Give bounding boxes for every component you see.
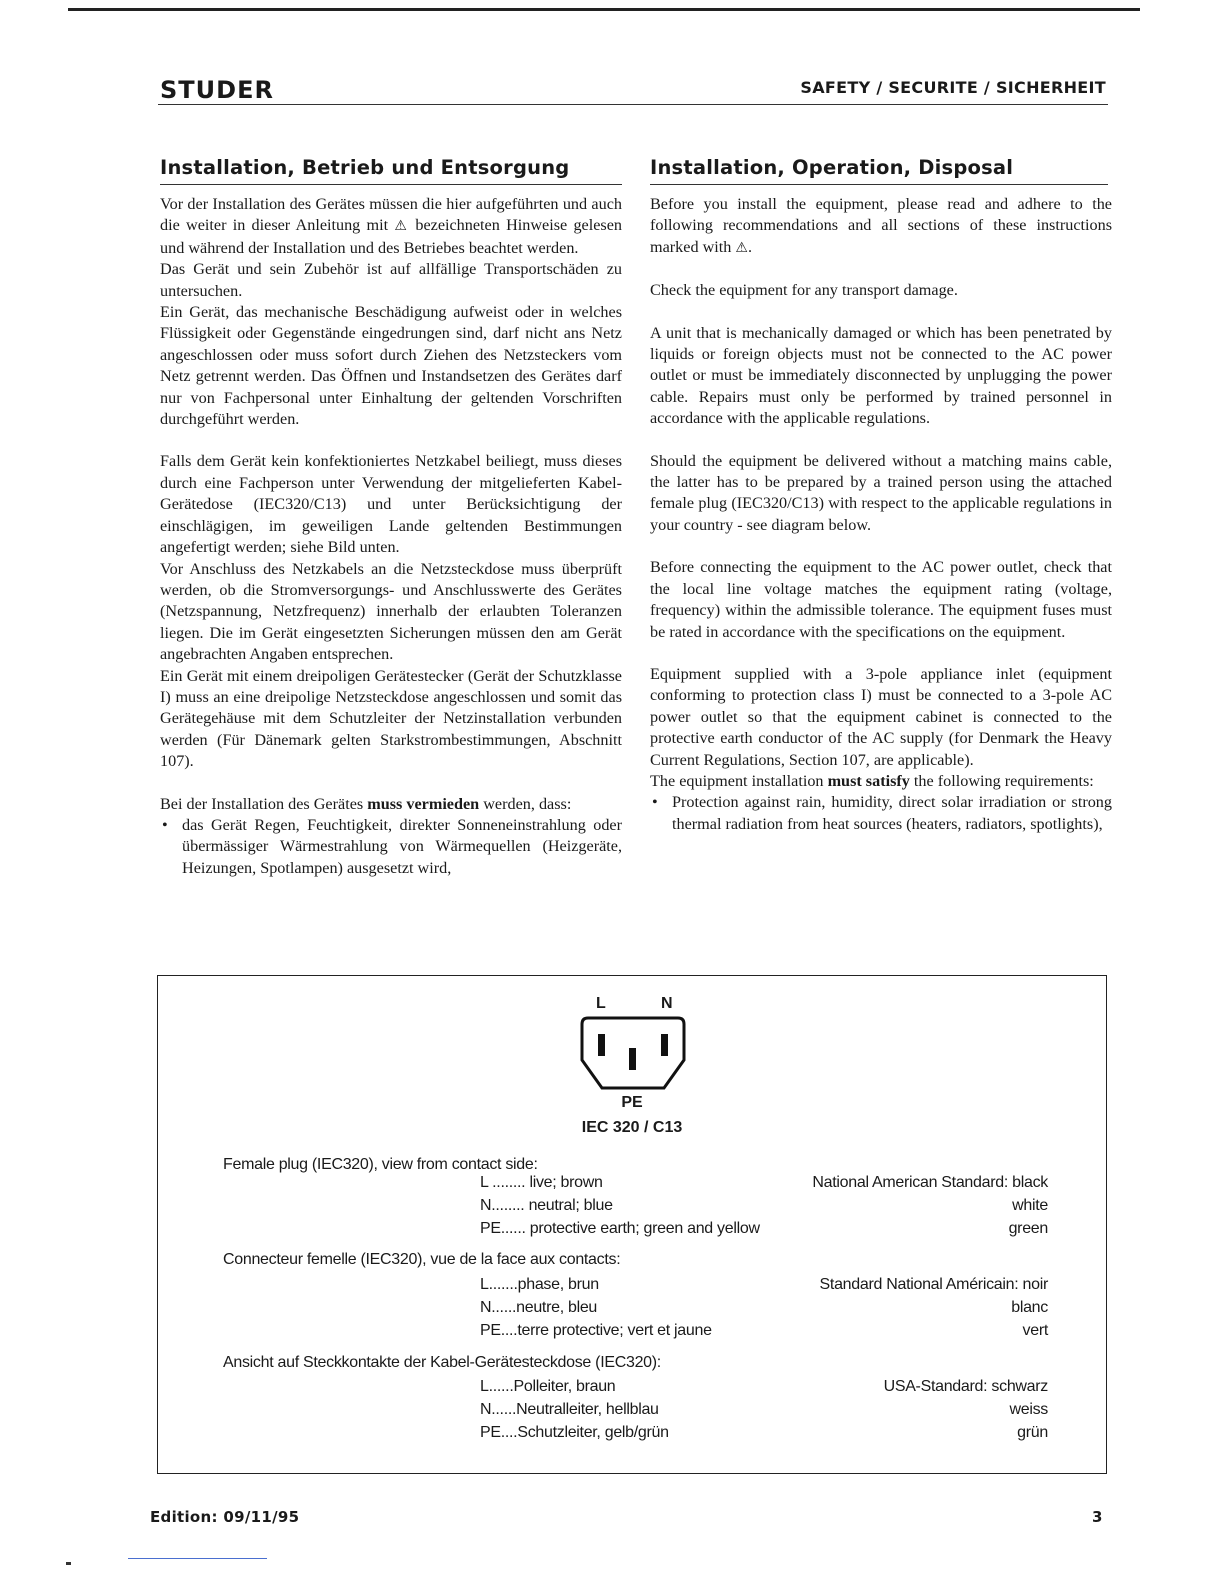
wire-l-fr: L.......phase, brun: [480, 1276, 599, 1293]
brand-logo: STUDER: [160, 76, 274, 104]
std-n-en: white: [1012, 1197, 1048, 1214]
wire-pe-fr: PE....terre protective; vert et jaune: [480, 1322, 712, 1339]
std-l-de: USA-Standard: schwarz: [883, 1378, 1048, 1395]
warning-icon: ⚠: [394, 219, 410, 235]
std-pe-en: green: [1008, 1220, 1048, 1237]
std-n-fr: blanc: [1011, 1299, 1048, 1316]
english-p4: Should the equipment be delivered without a matching mains cable, the latter has to be prepared by a trained person using the attached female plug (IEC320/C13) with respect to the applicable regulations in your country - see diagram below.: [650, 451, 1112, 534]
wire-l-en: L ........ live; brown: [480, 1174, 603, 1191]
wire-l-de: L......Polleiter, braun: [480, 1378, 616, 1395]
warning-icon: ⚠: [735, 240, 748, 256]
english-p3: A unit that is mechanically damaged or which has been penetrated by liquids or foreign objects must not be connected to the AC power outlet or must be immediately disconnected by unplugging the power cable. Repairs must only be performed by trained personnel in accordance with the applicable regulations.: [650, 323, 1112, 428]
group-title-en: Female plug (IEC320), view from contact side:: [223, 1156, 538, 1173]
german-p4: Falls dem Gerät kein konfektioniertes Netzkabel beiliegt, muss dieses durch eine Fachperson unter Verwendung der mitgelieferten Kabel-Gerätedose (IEC320/C13) und unter Berücksichtigung der einschlägigen, im geweiligen Lande geltenden Bestimmungen angefertigt werden; siehe Bild unten.: [160, 452, 622, 557]
pin-n-label: N: [661, 995, 673, 1012]
german-p2: Das Gerät und sein Zubehör ist auf allfällige Transportschäden zu untersuchen.: [160, 260, 622, 300]
std-pe-de: grün: [1017, 1424, 1048, 1441]
std-l-fr: Standard National Américain: noir: [819, 1276, 1048, 1293]
english-p5: Before connecting the equipment to the AC power outlet, check that the local line voltage matches the equipment rating (voltage, frequency) within the admissible tolerance. The equipment fuses must be rated in accordance with the specifications on the equipment.: [650, 558, 1112, 641]
german-p6: Ein Gerät mit einem dreipoligen Gerätestecker (Gerät der Schutzklasse I) muss an eine dreipolige Netzsteckdose angeschlossen und somit das Gerätegehäuse mit dem Schutzleiter der Netzinstallation verbunden werden (Für Dänemark gelten Starkstrombestimmungen, Abschnitt 107).: [160, 666, 622, 771]
german-body: [160, 194, 622, 879]
english-heading: Installation, Operation, Disposal: [650, 156, 1108, 185]
std-n-de: weiss: [1009, 1401, 1048, 1418]
bottom-scan-mark: [66, 1562, 71, 1565]
german-column: [160, 156, 622, 879]
english-column: [650, 156, 1112, 835]
german-p7: Bei der Installation des Gerätes muss vermieden werden, dass:: [160, 794, 572, 813]
german-p3: Ein Gerät, das mechanische Beschädigung aufweist oder in welches Flüssigkeit oder Gegenstände eingedrungen sind, darf nicht ans Netz angeschlossen oder muss sofort durch Ziehen des Netzsteckers vom Netz getrennt werden. Das Öffnen und Instandsetzen des Gerätes darf nur von Fachpersonal unter Einhaltung der geltenden Vorschriften durchgeführt werden.: [160, 303, 622, 429]
bullet-icon: •: [162, 815, 168, 834]
page-number: 3: [1092, 1508, 1103, 1526]
wire-pe-en: PE...... protective earth; green and yellow: [480, 1220, 760, 1237]
wire-n-de: N......Neutralleiter, hellblau: [480, 1401, 659, 1418]
header-rule: [158, 104, 1108, 105]
bottom-link-underline: [128, 1558, 267, 1559]
wire-n-en: N........ neutral; blue: [480, 1197, 613, 1214]
english-body: [650, 194, 1112, 835]
pin-l-label: L: [596, 995, 606, 1012]
iec-plug-icon: [580, 1016, 686, 1092]
english-bullet: • Protection against rain, humidity, direct solar irradiation or strong thermal radiation from heat sources (heaters, radiators, spotlights),: [650, 792, 1112, 835]
top-border-line: [68, 8, 1140, 11]
pin-pe-label: PE: [621, 1094, 643, 1111]
english-p6: Equipment supplied with a 3-pole appliance inlet (equipment conforming to protection class I) must be connected to a 3-pole AC power outlet so that the equipment cabinet is connected to the protective earth conductor of the AC supply (for Denmark the Heavy Current Regulations, Section 107, are applicable).: [650, 664, 1112, 769]
german-p5: Vor Anschluss des Netzkabels an die Netzsteckdose muss überprüft werden, ob die Stromversorgungs- und Anschlusswerte des Gerätes (Netzspannung, Netzfrequenz) innerhalb der erlaubten Toleranzen liegen. Die im Gerät eingesetzten Sicherungen müssen den am Gerät angebrachten Angaben entsprechen.: [160, 559, 622, 664]
english-p7: The equipment installation must satisfy the following requirements:: [650, 771, 1094, 790]
wire-n-fr: N......neutre, bleu: [480, 1299, 598, 1316]
wire-pe-de: PE....Schutzleiter, gelb/grün: [480, 1424, 669, 1441]
bullet-icon: •: [652, 793, 658, 812]
std-l-en: National American Standard: black: [812, 1174, 1048, 1191]
plug-diagram-box: [157, 975, 1107, 1474]
german-heading: Installation, Betrieb und Entsorgung: [160, 156, 622, 185]
section-title: SAFETY / SECURITE / SICHERHEIT: [800, 78, 1106, 97]
german-p1: Vor der Installation des Gerätes müssen die hier aufgeführten und auch die weiter in dieser Anleitung mit ⚠ bezeichneten Hinweise gelesen und während der Installation und des Betriebes beachtet werden.: [160, 195, 622, 257]
edition-label: Edition: 09/11/95: [150, 1508, 300, 1526]
std-pe-fr: vert: [1022, 1322, 1048, 1339]
group-title-fr: Connecteur femelle (IEC320), vue de la face aux contacts:: [223, 1251, 621, 1268]
plug-name: IEC 320 / C13: [581, 1119, 683, 1136]
german-bullet: • das Gerät Regen, Feuchtigkeit, direkter Sonneneinstrahlung oder übermässiger Wärmestrahlung von Wärmequellen (Heizgeräte, Heizungen, Spotlampen) ausgesetzt wird,: [160, 815, 622, 879]
english-p2: Check the equipment for any transport damage.: [650, 281, 958, 300]
group-title-de: Ansicht auf Steckkontakte der Kabel-Gerätesteckdose (IEC320):: [223, 1354, 661, 1371]
english-p1: Before you install the equipment, please read and adhere to the following recommendations and all sections of these instructions marked with ⚠.: [650, 195, 1112, 256]
